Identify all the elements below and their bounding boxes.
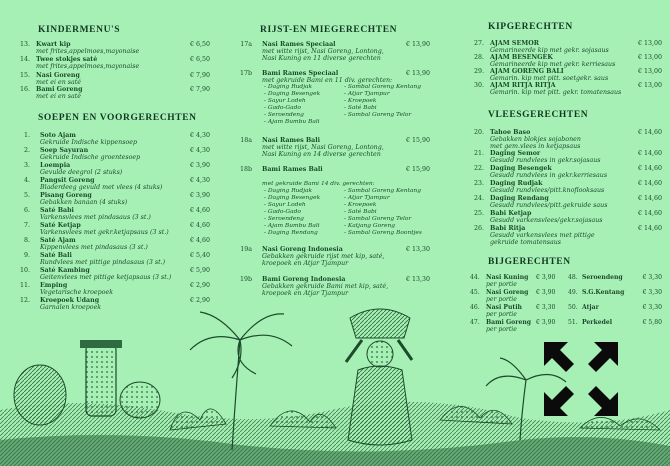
sub-dish: - Atjar Tjampur (344, 195, 390, 201)
sub-dish: - Daging Rendang (264, 230, 318, 236)
sub-dish: - Kroepoek (344, 98, 377, 104)
sub-dish: - Daging Besengek (264, 91, 321, 97)
sub-dish: - Sambal Goreng Boontjes (344, 230, 422, 236)
sub-dish: - Daging Rudjak (264, 84, 313, 90)
sub-dish: - Seroendeng (264, 216, 304, 222)
sub-dish: - Gado-Gado (264, 105, 301, 111)
sub-dish: - Daging Rudjak (264, 188, 313, 194)
section-title-rijst: RIJST-EN MIEGERECHTEN (260, 25, 398, 35)
sub-dish: - Ajam Bumbu Bali (264, 119, 320, 125)
jar-icon (14, 340, 160, 425)
sub-dish: - Sambal Goreng Kentang (344, 188, 421, 194)
sub-dish: - Katjang Goreng (344, 223, 396, 229)
sub-dish: - Seroendeng (264, 112, 304, 118)
menu-page: KINDERMENU'S 13. Kwart kip € 6,50 met frites,appelmoes,mayonaise 14. Twee stokjes saté € 6,50 met frites,appelmoes,mayonaise 15. Nasi Goreng € 7,90 met ei en saté 16. Bami Goreng € 7,90 met ei en saté SOEPEN EN VOORGERECHTEN 1. Soto Ajam € 4,30 Gekruide Indische kippensoep 2. Soep Sayuran € 4,30 Gekruide Indische groentesoep 3. Loempia € 3,90 Gevulde deegrol (2 stuks) 4. Pangsit Goreng € 4,30 Bladerdeeg gevuld met vlees (4 stuks) 5. Pisang Goreng € 3,90 Gebakken banaan (4 stuks) 6. Saté Babi € 4,60 Varkensvlees met pindasaus (3 st.) 7. Saté Ketjap € 4,60 Varkensvlees met gekr.ketjapsaus (3 st.) 8. Saté Ajam € 4,60 Kippenvlees met pindasaus (3 st.) 9. Saté Bali € 5,40 Rundvlees met pittige pindasaus (3 st.) 10. Saté Kambing € 5,90 Geitenvlees met pittige ketjapsaus (3 st.) 11. Emping € 2,90 Vegetarische kroepoek 12. Kroepoek Udang € 2,90 Garnalen kroepoek RIJST-EN MIEGERECHTEN 17a Nasi Rames Speciaal € 13,90 met witte rijst, Nasi Goreng, Lontong, Nasi Kuning en 11 diverse gerechten 17b Bami Rames Speciaal € 13,90 met gekruide Bami en 11 div. gerechten: - Daging Rudjak - Daging Besengek - Sayur Lodeh - Gado-Gado - Seroendeng - Ajam Bumbu Bali - Sambal Goreng Kentang - Atjar Tjampur - Kroepoek - Saté Babi - Sambal Goreng Telor 18a Nasi Rames Bali € 15,90 met witte rijst, Nasi Goreng, Lontong, Nasi Kuning en 14 diverse gerechten 18b Bami Rames Bali € 15,90 met gekruide Bami 14 div. gerechten: - Daging Rudjak - Daging Besengek - Sayur Lodeh - Gado-Gado - Seroendeng - Ajam Bumbu Bali - Daging Rendang - Sambal Goreng Kentang - Atjar Tjampur - Kroepoek - Saté Babi - Sambal Goreng Telor - Katjang Goreng - Sambal Goreng Boontjes 19a Nasi Goreng Indonesia € 13,30 Gebakken gekruide rijst met kip, saté, kroepoek en Atjar Tjampur 19b Bami Goreng Indonesia € 13,30 Gebakken gekruide Bami met kip, saté, kroepoek en Atjar Tjampur KIPGERECHTEN 27. AJAM SEMOR € 13,00 Gemarineerde kip met gekr. sojasaus 28. AJAM BESENGEK € 13,00 Gemarineerde kip met gekr. kerriesaus 29. AJAM GORENG BALI € 13,00 Gemarin. kip met pitt. soetgekr. saus 30. AJAM RITJA RITJA € 13,00 Gemarin. kip met pitt. gekr. tomatensaus VLEESGERECHTEN 20. Tahoe Baso € 14,60 Gebakken blokjes sojabonen met gem.vlees in ketjapsaus 21. Daging Semor € 14,60 Gesudd rundvlees in gekr.sojasaus 22. Daging Besengek € 14,60 Gesudd rundvlees in gekr.kerriesaus 23. Daging Rudjak € 14,60 Gesudd rundvlees/pitt.knoflooksaus 24. Daging Rendang € 14,60 Gesudd rundvlees/pitt.gekruide saus 25. Babi Ketjap € 14,60 Gesudd varkensvlees/gekr.sojasaus 26. Babi Ritja € 14,60 Gesudd varkensvlees met pittige gekruide tomatensaus BIJGERECHTEN 44. Nasi Kuning € 3,90 per portie 45. Nasi Goreng € 3,90 per portie 46. Nasi Putih € 3,30 per portie 47. Bami Goreng € 3,90 per portie 48. Seroendeng € 3,30 49. S.G.Kentang € 3,30 50. Atjar € 3,30 51. Perkedel € 5,80 (0, 0, 670, 466)
section-title-soepen: SOEPEN EN VOORGERECHTEN (38, 113, 197, 123)
section-title-vlees: VLEESGERECHTEN (488, 110, 589, 120)
section-title-kindermenus: KINDERMENU'S (38, 25, 121, 35)
sub-dish: - Sambal Goreng Telor (344, 112, 412, 118)
sub-dish: - Daging Besengek (264, 195, 321, 201)
expand-arrows-icon[interactable] (540, 338, 622, 420)
sub-dish: - Gado-Gado (264, 209, 301, 215)
sub-dish: - Sambal Goreng Telor (344, 216, 412, 222)
sub-dish: - Sayur Lodeh (264, 98, 306, 104)
section-title-bij: BIJGERECHTEN (488, 257, 571, 267)
section-title-kip: KIPGERECHTEN (488, 22, 573, 32)
item-desc: met gekruide Bami 14 div. gerechten: (262, 181, 375, 187)
figure-carrying-basket-icon (346, 309, 412, 445)
sub-dish: - Ajam Bumbu Bali (264, 223, 320, 229)
sub-dish: - Sambal Goreng Kentang (344, 84, 421, 90)
sub-dish: - Atjar Tjampur (344, 91, 390, 97)
sub-dish: - Sayur Lodeh (264, 202, 306, 208)
sub-dish: - Kroepoek (344, 202, 377, 208)
sub-dish: - Saté Babi (344, 105, 377, 111)
sub-dish: - Saté Babi (344, 209, 377, 215)
